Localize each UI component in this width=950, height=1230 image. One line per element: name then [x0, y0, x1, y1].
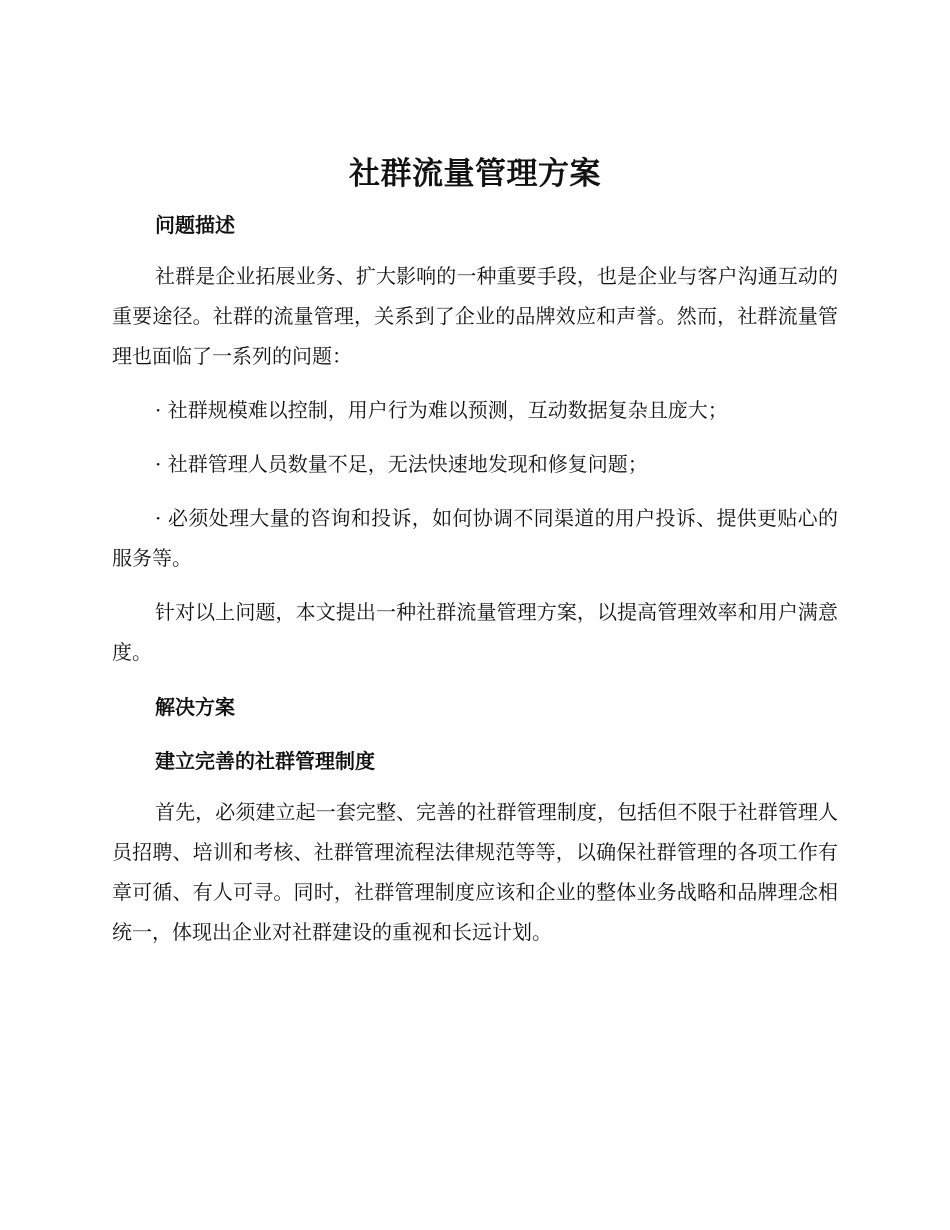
- problem-conclusion-paragraph: 针对以上问题，本文提出一种社群流量管理方案，以提高管理效率和用户满意度。: [112, 600, 838, 664]
- spacer: [112, 778, 838, 792]
- document-title: 社群流量管理方案: [349, 156, 601, 192]
- problem-bullet-2: · 社群管理人员数量不足，无法快速地发现和修复问题；: [155, 452, 648, 476]
- solution-paragraph: 首先，必须建立起一套完整、完善的社群管理制度，包括但不限于社群管理人员招聘、培训和考核、社群管理流程法律规范等等，以确保社群管理的各项工作有章可循、有人可寻。同时，社群管理制度应该和企业的整体业务战略和品牌理念相统一，体现出企业对社群建设的重视和长远计划。: [112, 800, 838, 944]
- spacer: [112, 672, 838, 690]
- spacer: [112, 430, 838, 444]
- section-heading-solution: 解决方案: [155, 695, 235, 719]
- spacer: [112, 242, 838, 256]
- spacer: [112, 484, 838, 498]
- problem-intro-paragraph: 社群是企业拓展业务、扩大影响的一种重要手段，也是企业与客户沟通互动的重要途径。社群的流量管理，关系到了企业的品牌效应和声誉。然而，社群流量管理也面临了一系列的问题：: [112, 264, 838, 368]
- section-heading-problem: 问题描述: [155, 213, 235, 237]
- spacer: [112, 376, 838, 390]
- subsection-heading-management-system: 建立完善的社群管理制度: [155, 749, 375, 773]
- problem-bullet-1: · 社群规模难以控制，用户行为难以预测，互动数据复杂且庞大；: [155, 398, 728, 422]
- problem-bullet-3: · 必须处理大量的咨询和投诉，如何协调不同渠道的用户投诉、提供更贴心的服务等。: [112, 506, 838, 570]
- spacer: [112, 724, 838, 744]
- spacer: [112, 578, 838, 592]
